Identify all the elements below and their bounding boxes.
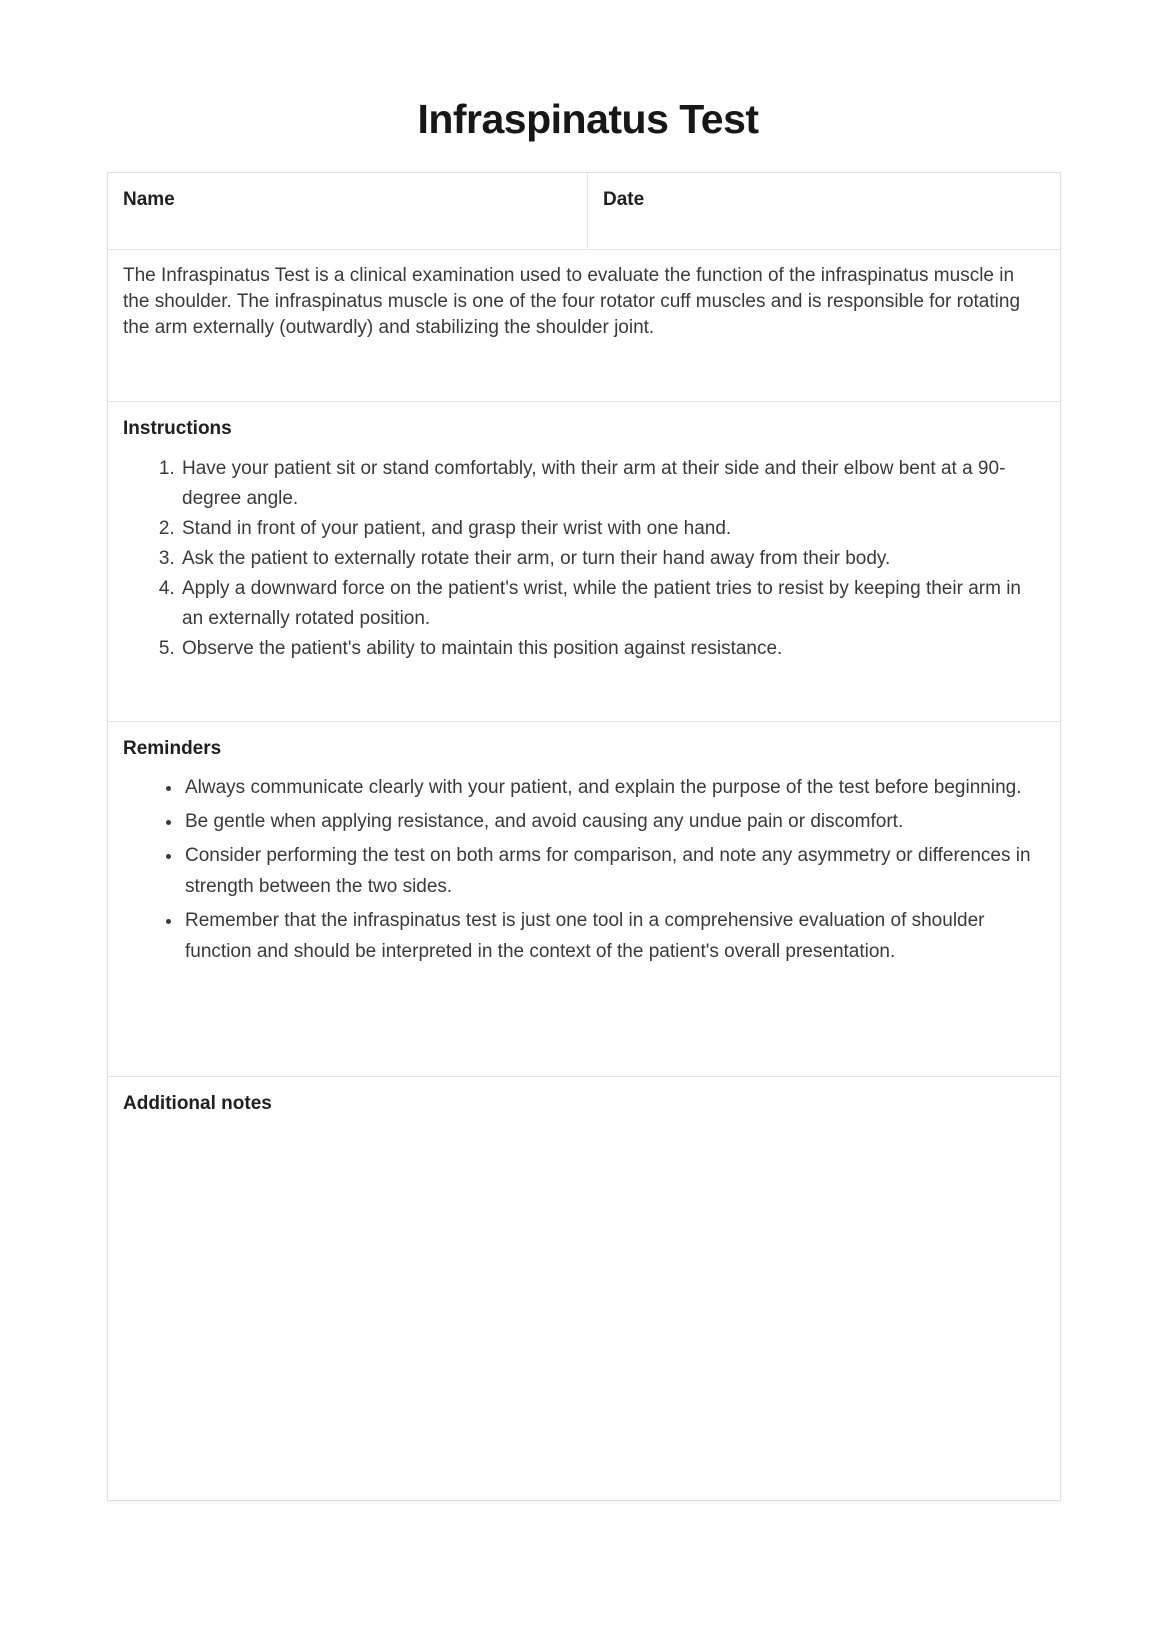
document-card — [107, 172, 1061, 1501]
reminder-item: • Consider performing the test on both arms for comparison, and note any asymmetry or differences in strength between the two sides. — [183, 840, 1038, 902]
reminder-item: • Remember that the infraspinatus test is just one tool in a comprehensive evaluation of shoulder function and should be interpreted in the context of the patient's overall presentation. — [183, 905, 1038, 967]
additional-notes-heading: Additional notes — [123, 1093, 272, 1114]
name-field[interactable] — [108, 173, 588, 249]
date-field[interactable] — [588, 173, 1060, 249]
instructions-section — [108, 402, 1060, 722]
reminders-heading: Reminders — [123, 738, 222, 759]
name-date-row — [108, 173, 1060, 250]
description-text: The Infraspinatus Test is a clinical examination used to evaluate the function of the infraspinatus muscle in the shoulder. The infraspinatus muscle is one of the four rotator cuff muscles and is responsible for rotating the arm externally (outwardly) and stabilizing the shoulder joint. — [123, 265, 1021, 338]
page-title: Infraspinatus Test — [417, 96, 759, 142]
reminder-item: • Be gentle when applying resistance, and avoid causing any undue pain or discomfort. — [183, 806, 1038, 837]
reminder-item: • Always communicate clearly with your patient, and explain the purpose of the test before beginning. — [183, 772, 1038, 803]
date-label: Date — [603, 189, 645, 210]
instruction-item: 1. Have your patient sit or stand comfortably, with their arm at their side and their elbow bent at a 90-degree angle. — [180, 454, 1040, 514]
description-section — [108, 250, 1060, 402]
name-label: Name — [123, 189, 175, 210]
reminders-section — [108, 722, 1060, 1077]
instructions-list — [123, 454, 1045, 664]
additional-notes-field[interactable] — [108, 1077, 1060, 1500]
reminders-list — [123, 772, 1045, 967]
instruction-item: 4. Apply a downward force on the patient's wrist, while the patient tries to resist by keeping their arm in an externally rotated position. — [180, 574, 1040, 634]
instruction-item: 5. Observe the patient's ability to maintain this position against resistance. — [180, 634, 1040, 664]
instruction-item: 3. Ask the patient to externally rotate their arm, or turn their hand away from their body. — [180, 544, 1040, 574]
instructions-heading: Instructions — [123, 418, 232, 439]
instruction-item: 2. Stand in front of your patient, and grasp their wrist with one hand. — [180, 514, 1040, 544]
